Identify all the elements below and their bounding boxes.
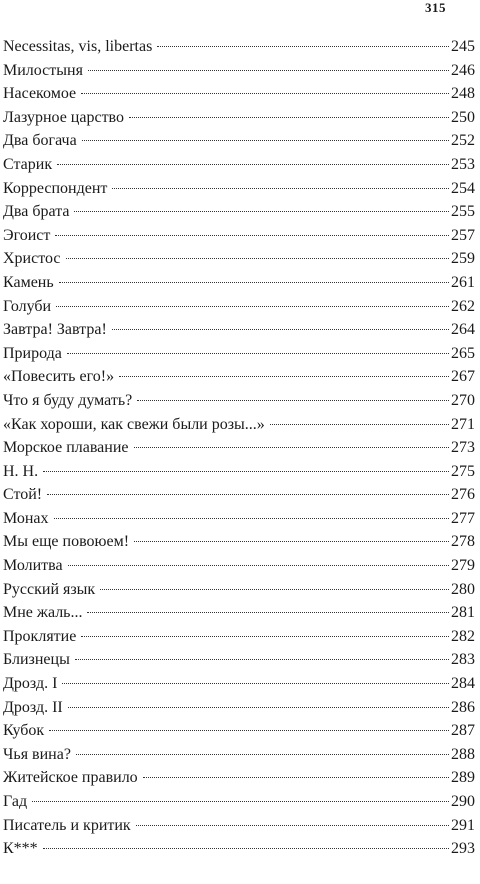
toc-entry — [3, 766, 475, 790]
toc-entry-page: 264 — [451, 321, 475, 339]
toc-entry-page: 276 — [451, 486, 475, 504]
toc-entry-title: Завтра! Завтра! — [3, 321, 107, 339]
dot-leader — [112, 188, 449, 189]
toc-entry — [3, 814, 475, 838]
toc-entry-title: Два брата — [3, 203, 70, 221]
toc-entry-page: 288 — [451, 745, 475, 763]
toc-entry-title: Русский язык — [3, 580, 96, 598]
toc-entry-title: Морское плавание — [3, 439, 129, 457]
dot-leader — [134, 447, 449, 448]
toc-entry — [3, 106, 475, 130]
toc-entry — [3, 295, 475, 319]
dot-leader — [143, 777, 449, 778]
toc-entry-page: 287 — [451, 722, 475, 740]
toc-entry-page: 250 — [451, 108, 475, 126]
toc-entry-page: 261 — [451, 273, 475, 291]
toc-entry-title: «Как хороши, как свежи были розы...» — [3, 415, 265, 433]
toc-entry-page: 270 — [451, 391, 475, 409]
toc-entry-title: Гад — [3, 793, 28, 810]
toc-entry — [3, 719, 475, 743]
dot-leader — [49, 730, 449, 731]
dot-leader — [47, 494, 449, 495]
toc-entry-page: 280 — [451, 580, 475, 598]
toc-entry — [3, 696, 475, 720]
dot-leader — [81, 636, 449, 637]
toc-entry-page: 283 — [451, 651, 475, 669]
toc-entry — [3, 129, 475, 153]
toc-entry-title: К*** — [3, 840, 38, 858]
dot-leader — [81, 93, 449, 94]
dot-leader — [56, 306, 449, 307]
toc-entry-title: Милостыня — [3, 61, 83, 79]
toc-entry — [3, 247, 475, 271]
toc-entry-page: 265 — [451, 344, 475, 362]
toc-entry-title: Писатель и критик — [3, 816, 131, 834]
toc-entry-page: 279 — [451, 557, 475, 575]
dot-leader — [270, 424, 449, 425]
toc-entry-page: 255 — [451, 203, 475, 221]
toc-entry-title: «Повесить его!» — [3, 368, 115, 386]
toc-entry — [3, 200, 475, 224]
dot-leader — [76, 754, 449, 755]
toc-entry-title: Чья вина? — [3, 745, 71, 763]
toc-entry-page: 273 — [451, 439, 475, 457]
toc-entry-title: Дрозд. I — [3, 675, 58, 693]
toc-entry-title: Necessitas, vis, libertas — [3, 38, 153, 55]
toc-entry-page: 246 — [451, 61, 475, 79]
toc-entry — [3, 648, 475, 672]
toc-entry-title: Корреспондент — [3, 179, 108, 197]
dot-leader — [43, 848, 449, 849]
toc-entry — [3, 342, 475, 366]
toc-entry-title: Стой! — [3, 486, 43, 504]
toc-entry — [3, 365, 475, 389]
dot-leader — [88, 70, 449, 71]
toc-entry — [3, 82, 475, 106]
toc-entry-page: 284 — [451, 675, 475, 693]
toc-entry-title: Мы еще повоюем! — [3, 533, 130, 551]
toc-entry-page: 259 — [451, 250, 475, 268]
toc-entry-title: Христос — [3, 250, 61, 268]
toc-entry-page: 286 — [451, 698, 475, 716]
dot-leader — [74, 211, 449, 212]
toc-entry-title: Старик — [3, 155, 53, 173]
toc-entry-page: 293 — [451, 840, 475, 858]
toc-entry — [3, 318, 475, 342]
toc-entry-title: Дрозд. II — [3, 698, 63, 716]
toc-entry-page: 252 — [451, 132, 475, 150]
dot-leader — [68, 565, 449, 566]
dot-leader — [32, 801, 449, 802]
dot-leader — [68, 707, 449, 708]
toc-entry-page: 245 — [451, 38, 475, 55]
dot-leader — [137, 400, 449, 401]
toc-entry-title: Природа — [3, 344, 62, 362]
toc-entry-title: Молитва — [3, 557, 63, 575]
toc-entry — [3, 153, 475, 177]
dot-leader — [43, 471, 449, 472]
toc-entry-page: 282 — [451, 627, 475, 645]
dot-leader — [119, 376, 449, 377]
dot-leader — [75, 659, 449, 660]
toc-entry-page: 257 — [451, 226, 475, 244]
toc-entry-page: 253 — [451, 155, 475, 173]
toc-entry-page: 277 — [451, 509, 475, 527]
toc-entry-title: Лазурное царство — [3, 108, 124, 126]
toc-entry-page: 291 — [451, 816, 475, 834]
toc-entry-title: Проклятие — [3, 627, 77, 645]
toc-entry — [3, 790, 475, 814]
toc-entry — [3, 389, 475, 413]
dot-leader — [62, 683, 449, 684]
toc-entry-page: 262 — [451, 297, 475, 315]
toc-entry — [3, 413, 475, 437]
dot-leader — [67, 353, 449, 354]
toc-entry — [3, 530, 475, 554]
toc-entry-title: Мне жаль... — [3, 604, 83, 622]
toc-entry-title: Голуби — [3, 297, 52, 315]
toc-entry-title: Насекомое — [3, 85, 77, 103]
toc-entry-title: Два богача — [3, 132, 77, 150]
toc-entry-page: 289 — [451, 769, 475, 787]
dot-leader — [112, 329, 449, 330]
dot-leader — [129, 117, 449, 118]
toc-entry-page: 254 — [451, 179, 475, 197]
toc-entry — [3, 554, 475, 578]
dot-leader — [55, 235, 449, 236]
toc-entry-title: Что я буду думать? — [3, 391, 133, 409]
toc-entry — [3, 578, 475, 602]
toc-entry-page: 271 — [451, 415, 475, 433]
dot-leader — [57, 164, 449, 165]
dot-leader — [54, 518, 450, 519]
dot-leader — [82, 140, 449, 141]
toc-entry-page: 248 — [451, 85, 475, 103]
toc-entry-title: Эгоист — [3, 226, 51, 244]
dot-leader — [100, 589, 449, 590]
toc-entry-page: 281 — [451, 604, 475, 622]
dot-leader — [157, 46, 449, 47]
toc-entry — [3, 601, 475, 625]
toc-entry-title: Близнецы — [3, 651, 70, 669]
toc-entry-title: Кубок — [3, 722, 45, 740]
toc-entry-page: 278 — [451, 533, 475, 551]
table-of-contents — [3, 35, 475, 861]
toc-entry — [3, 35, 475, 59]
toc-entry-title: Монах — [3, 509, 49, 527]
toc-entry — [3, 177, 475, 201]
toc-entry-page: 290 — [451, 793, 475, 810]
toc-entry — [3, 743, 475, 767]
dot-leader — [87, 612, 449, 613]
toc-entry-title: Камень — [3, 273, 54, 291]
toc-entry — [3, 271, 475, 295]
dot-leader — [134, 541, 449, 542]
toc-entry — [3, 837, 475, 861]
toc-entry — [3, 483, 475, 507]
toc-entry — [3, 59, 475, 83]
toc-entry-title: Житейское правило — [3, 769, 138, 787]
toc-entry — [3, 507, 475, 531]
toc-entry-title: Н. Н. — [3, 462, 39, 480]
dot-leader — [59, 282, 449, 283]
toc-entry-page: 267 — [451, 368, 475, 386]
dot-leader — [136, 825, 449, 826]
dot-leader — [66, 258, 450, 259]
toc-entry — [3, 672, 475, 696]
page-number: 315 — [425, 0, 446, 15]
toc-entry — [3, 625, 475, 649]
toc-entry — [3, 224, 475, 248]
toc-entry — [3, 436, 475, 460]
toc-entry — [3, 460, 475, 484]
toc-entry-page: 275 — [451, 462, 475, 480]
